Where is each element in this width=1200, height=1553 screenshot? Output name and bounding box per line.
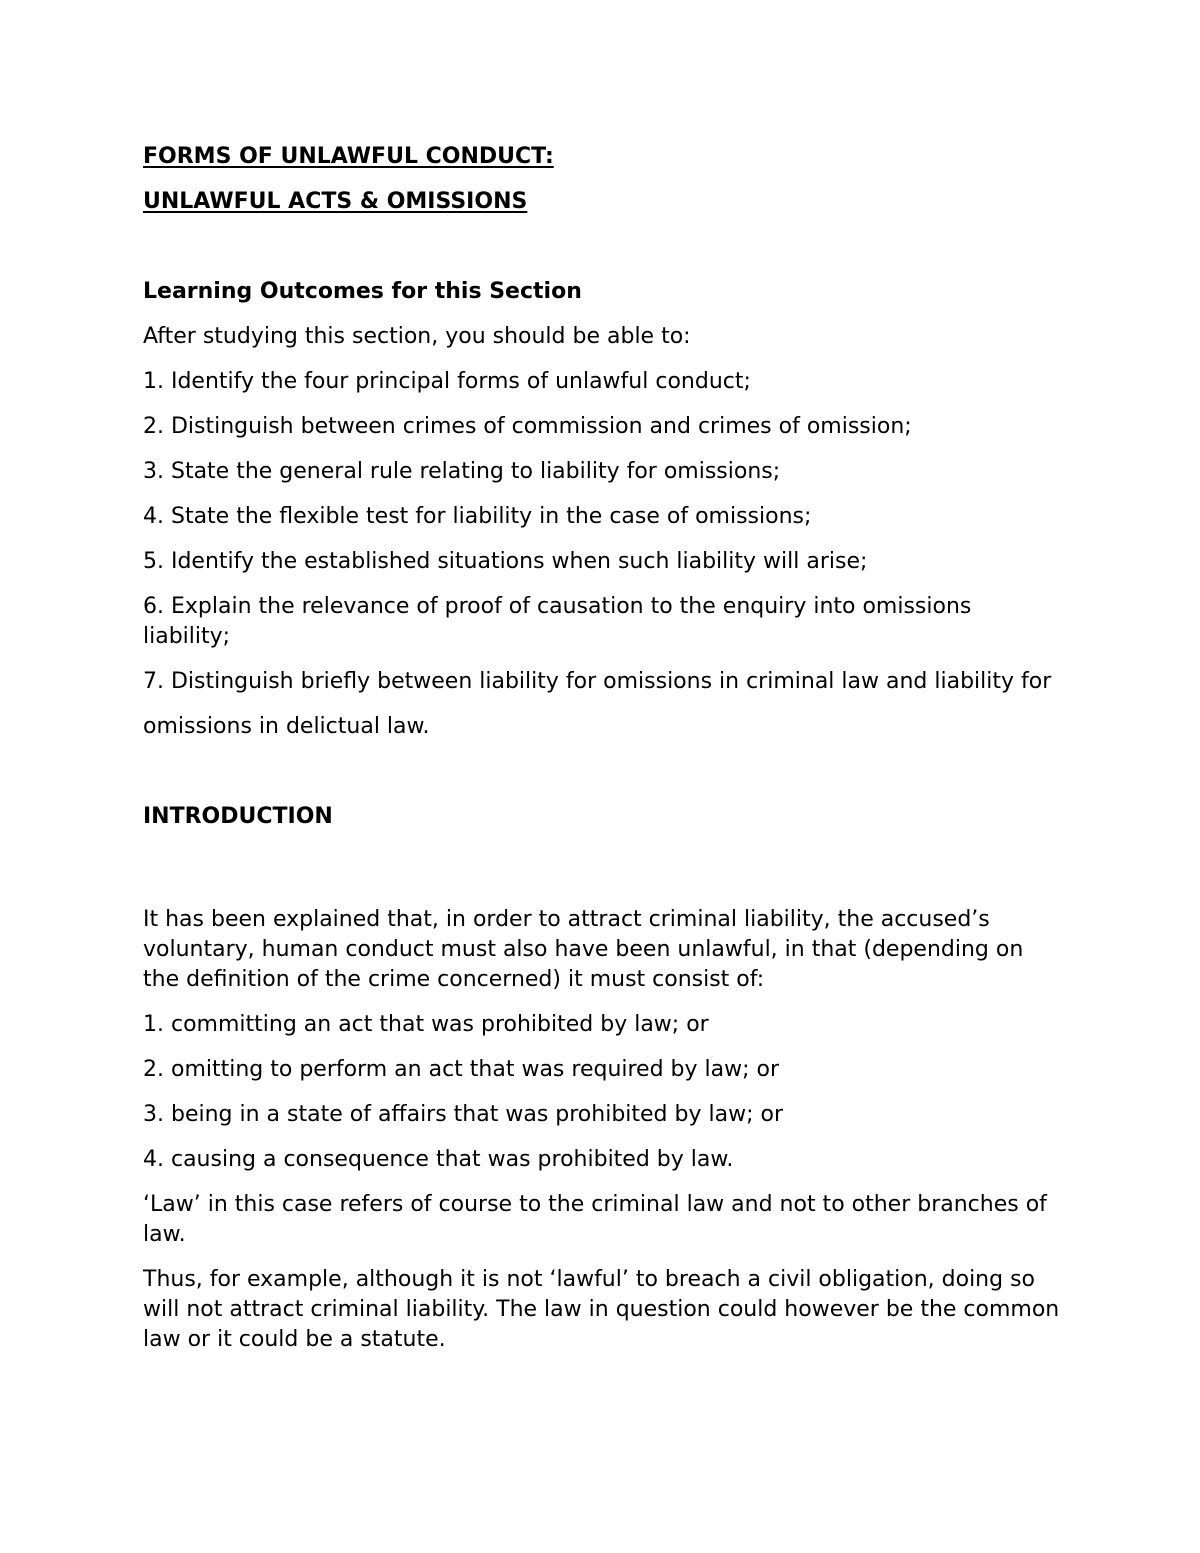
spacer	[143, 847, 1063, 905]
learning-outcomes-heading: Learning Outcomes for this Section	[143, 279, 582, 304]
learning-outcome-item-7: 7. Distinguish briefly between liability for omissions in criminal law and liability for	[143, 669, 1052, 694]
introduction-heading: INTRODUCTION	[143, 804, 333, 829]
spacer	[143, 232, 1063, 277]
learning-outcome-item-2: 2. Distinguish between crimes of commission and crimes of omission;	[143, 414, 912, 439]
learning-outcome-item-6: 6. Explain the relevance of proof of causation to the enquiry into omissions liability;	[143, 594, 972, 649]
learning-outcome-item-5: 5. Identify the established situations when such liability will arise;	[143, 549, 868, 574]
unlawful-conduct-item-2: 2. omitting to perform an act that was required by law; or	[143, 1057, 780, 1082]
unlawful-conduct-item-1: 1. committing an act that was prohibited by law; or	[143, 1012, 709, 1037]
introduction-paragraph-1: It has been explained that, in order to attract criminal liability, the accused’s voluntary, human conduct must also have been unlawful, in that (depending on the definition of the crime concerned) it must consist of:	[143, 907, 1024, 992]
learning-outcome-item-1: 1. Identify the four principal forms of unlawful conduct;	[143, 369, 751, 394]
learning-outcome-item-7-continuation: omissions in delictual law.	[143, 714, 430, 739]
unlawful-conduct-item-3: 3. being in a state of affairs that was prohibited by law; or	[143, 1102, 783, 1127]
learning-outcome-item-3: 3. State the general rule relating to liability for omissions;	[143, 459, 781, 484]
learning-outcomes-intro: After studying this section, you should be able to:	[143, 324, 691, 349]
document-title-line-2: UNLAWFUL ACTS & OMISSIONS	[143, 189, 528, 214]
spacer	[143, 757, 1063, 802]
introduction-paragraph-3: Thus, for example, although it is not ‘lawful’ to breach a civil obligation, doing so will not attract criminal liability. The law in question could however be the common law or it could be a statute.	[143, 1267, 1060, 1352]
document-title-line-1: FORMS OF UNLAWFUL CONDUCT:	[143, 144, 554, 169]
learning-outcome-item-4: 4. State the flexible test for liability in the case of omissions;	[143, 504, 812, 529]
document-page	[143, 142, 1063, 1370]
introduction-paragraph-2: ‘Law’ in this case refers of course to the criminal law and not to other branches of law.	[143, 1192, 1047, 1247]
unlawful-conduct-item-4: 4. causing a consequence that was prohibited by law.	[143, 1147, 734, 1172]
